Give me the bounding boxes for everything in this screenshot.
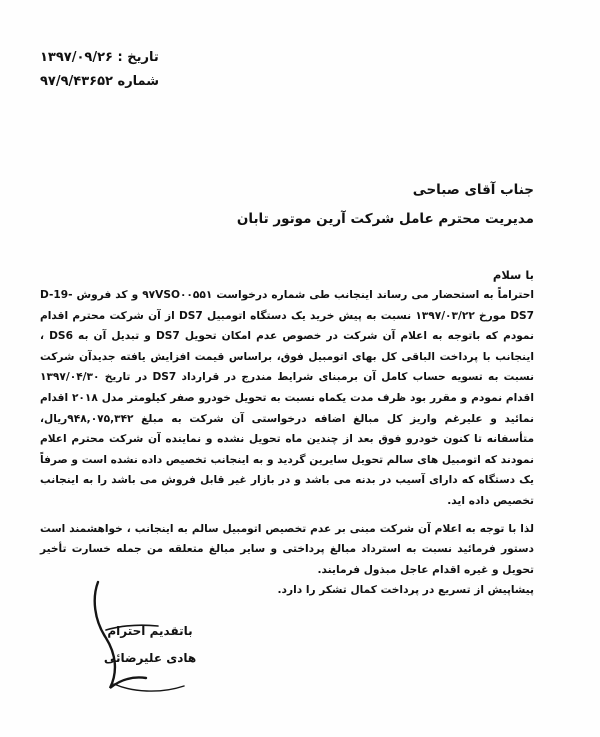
signature-name: هادی علیرضائی <box>103 651 197 665</box>
body-paragraph-1: احتراماً به استحضار می رساند اینجانب طی شماره درخواست ۹۷VSO۰۰۵۵۱ و کد فروش D-19-DS7 مورخ ۱۳۹۷/۰۳/۲۲ نسبت به پیش خرید یک دستگاه اتومبیل DS7 از آن شرکت محترم اقدام نمودم که باتوجه به اعلام آن شرکت در خصوص عدم امکان تحویل DS7 و تبدیل آن به DS6 ، اینجانب با پرداخت الباقی کل بهای اتومبیل فوق، براساس قیمت افزایش یافته جدیدآن شرکت نسبت به تسویه حساب کامل آن برمبنای شرایط مندرج در قرارداد DS7 در تاریخ ۱۳۹۷/۰۴/۳۰ اقدام نمودم و مقرر بود ظرف مدت یکماه نسبت به تحویل خودرو صفر کیلومتر مدل ۲۰۱۸ اقدام نمائید و علیرغم واریز کل مبالغ اضافه درخواستی آن شرکت به مبلغ ۹۴۸,۰۷۵,۳۴۲ریال، متأسفانه تا کنون خودرو فوق بعد از چندین ماه تحویل نشده و نماینده آن شرکت محترم اعلام نمودند که اتومبیل های سالم تحویل سایرین گردید و به اینجانب تخصیص داده نشده است و صرفاً یک دستگاه که دارای آسیب در بدنه می باشد و در بازار غیر قابل فروش می باشد را به اینجانب تخصیص داده اید. <box>40 289 535 507</box>
addressee-name: جناب آقای صباحی <box>412 182 534 198</box>
body-paragraph-3: پیشاپیش از تسریع در پرداخت کمال تشکر را دارد. <box>277 584 534 597</box>
letter-body <box>40 285 534 601</box>
greeting: با سلام <box>492 268 534 282</box>
addressee-block <box>54 176 534 234</box>
date-value: ۱۳۹۷/۰۹/۲۶ <box>40 50 113 65</box>
letter-meta <box>40 46 230 94</box>
addressee-title: مدیریت محترم عامل شرکت آرین موتور تابان <box>236 211 534 227</box>
signature-block <box>80 580 220 710</box>
body-paragraph-2: لذا با توجه به اعلام آن شرکت مبنی بر عدم تخصیص اتومبیل سالم به اینجانب ، خواهشمند است دستور فرمائید نسبت به استرداد مبالغ پرداختی و سایر مبالغ متعلقه من جمله خسارت تأخیر تحویل و غیره اقدام عاجل مبذول فرمایند. <box>40 522 534 576</box>
number-label: شماره <box>117 74 160 89</box>
signature-closing: باتقدیم احترام <box>107 624 193 638</box>
signature-scribble <box>80 580 220 700</box>
number-value: ۹۷/۹/۴۳۶۵۲ <box>40 74 113 89</box>
date-line <box>40 46 230 70</box>
date-label: تاریخ : <box>117 50 159 65</box>
number-line <box>40 70 230 94</box>
